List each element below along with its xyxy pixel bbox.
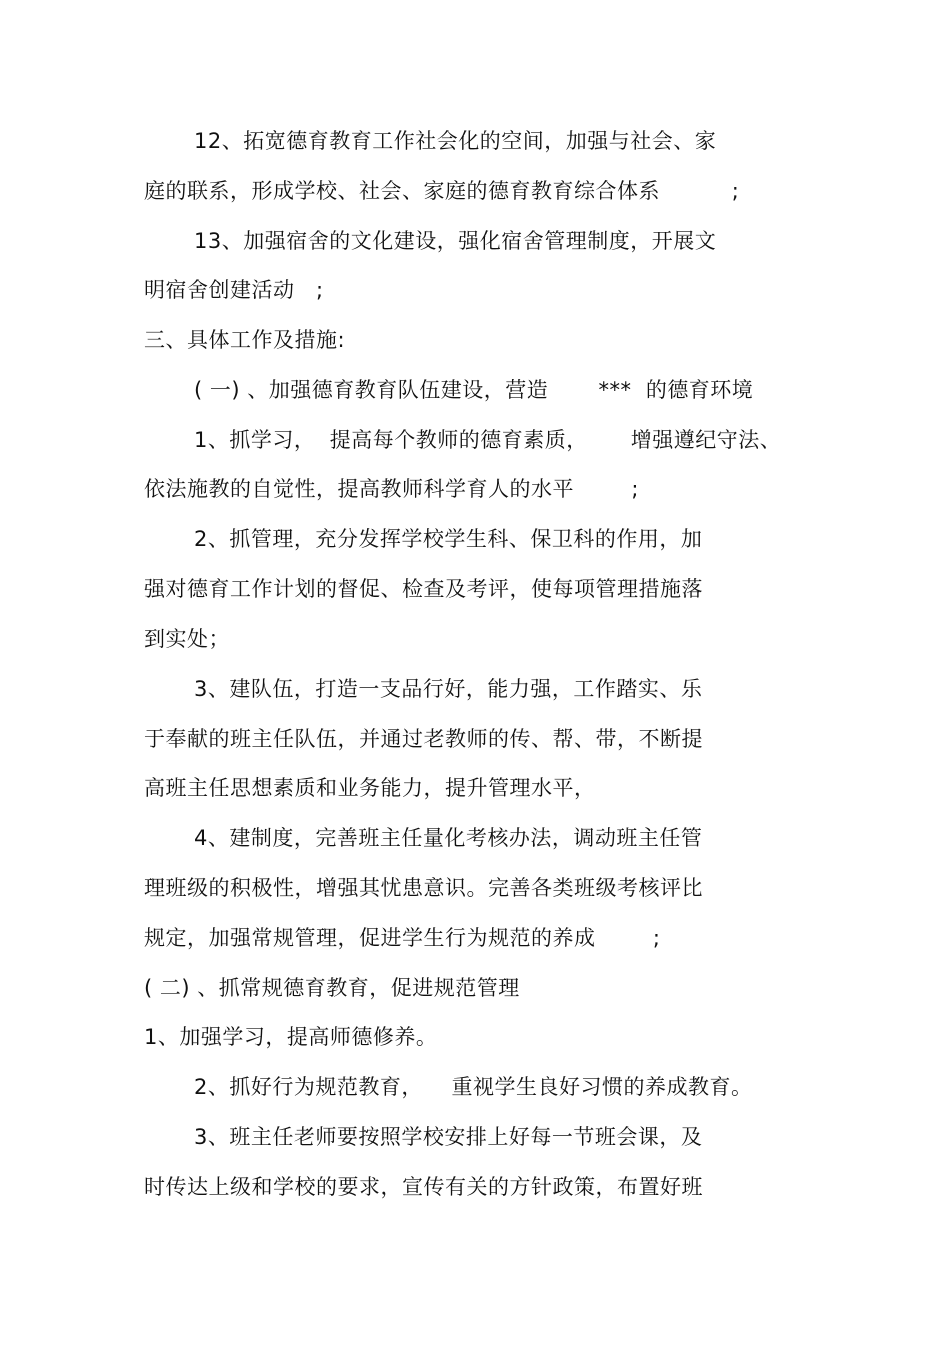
text-line: 13、加强宿舍的文化建设，强化宿舍管理制度，开展文: [194, 229, 717, 253]
text-line: 12、拓宽德育教育工作社会化的空间，加强与社会、家: [194, 129, 717, 153]
text-line: 理班级的积极性，增强其忧患意识。完善各类班级考核评比: [144, 876, 703, 900]
text-line: 1、加强学习，提高师德修养。: [144, 1025, 438, 1049]
text-line: 3、建队伍，打造一支品行好，能力强，工作踏实、乐: [194, 677, 703, 701]
text-line: 3、班主任老师要按照学校安排上好每一节班会课，及: [194, 1125, 703, 1149]
text-line: 强对德育工作计划的督促、检查及考评，使每项管理措施落: [144, 577, 703, 601]
text-line: 1、抓学习， 提高每个教师的德育素质， 增强遵纪守法、: [194, 428, 782, 452]
text-line: 到实处；: [144, 627, 230, 651]
subsection-heading: ( 一) 、加强德育教育队伍建设，营造 *** 的德育环境: [194, 378, 754, 402]
text-line: 明宿舍创建活动 ;: [144, 278, 324, 302]
text-line: 高班主任思想素质和业务能力，提升管理水平，: [144, 776, 596, 800]
text-line: 2、抓管理，充分发挥学校学生科、保卫科的作用，加: [194, 527, 703, 551]
text-line: 时传达上级和学校的要求，宣传有关的方针政策，布置好班: [144, 1175, 703, 1199]
text-line: 规定，加强常规管理，促进学生行为规范的养成 ;: [144, 926, 661, 950]
section-heading: 三、具体工作及措施:: [144, 328, 346, 352]
subsection-heading: ( 二) 、抓常规德育教育，促进规范管理: [144, 976, 520, 1000]
text-line: 4、建制度，完善班主任量化考核办法，调动班主任管: [194, 826, 703, 850]
text-line: 2、抓好行为规范教育， 重视学生良好习惯的养成教育。: [194, 1075, 753, 1099]
text-line: 依法施教的自觉性，提高教师科学育人的水平 ;: [144, 477, 639, 501]
text-line: 庭的联系，形成学校、社会、家庭的德育教育综合体系 ;: [144, 179, 740, 203]
text-line: 于奉献的班主任队伍，并通过老教师的传、帮、带，不断提: [144, 727, 703, 751]
